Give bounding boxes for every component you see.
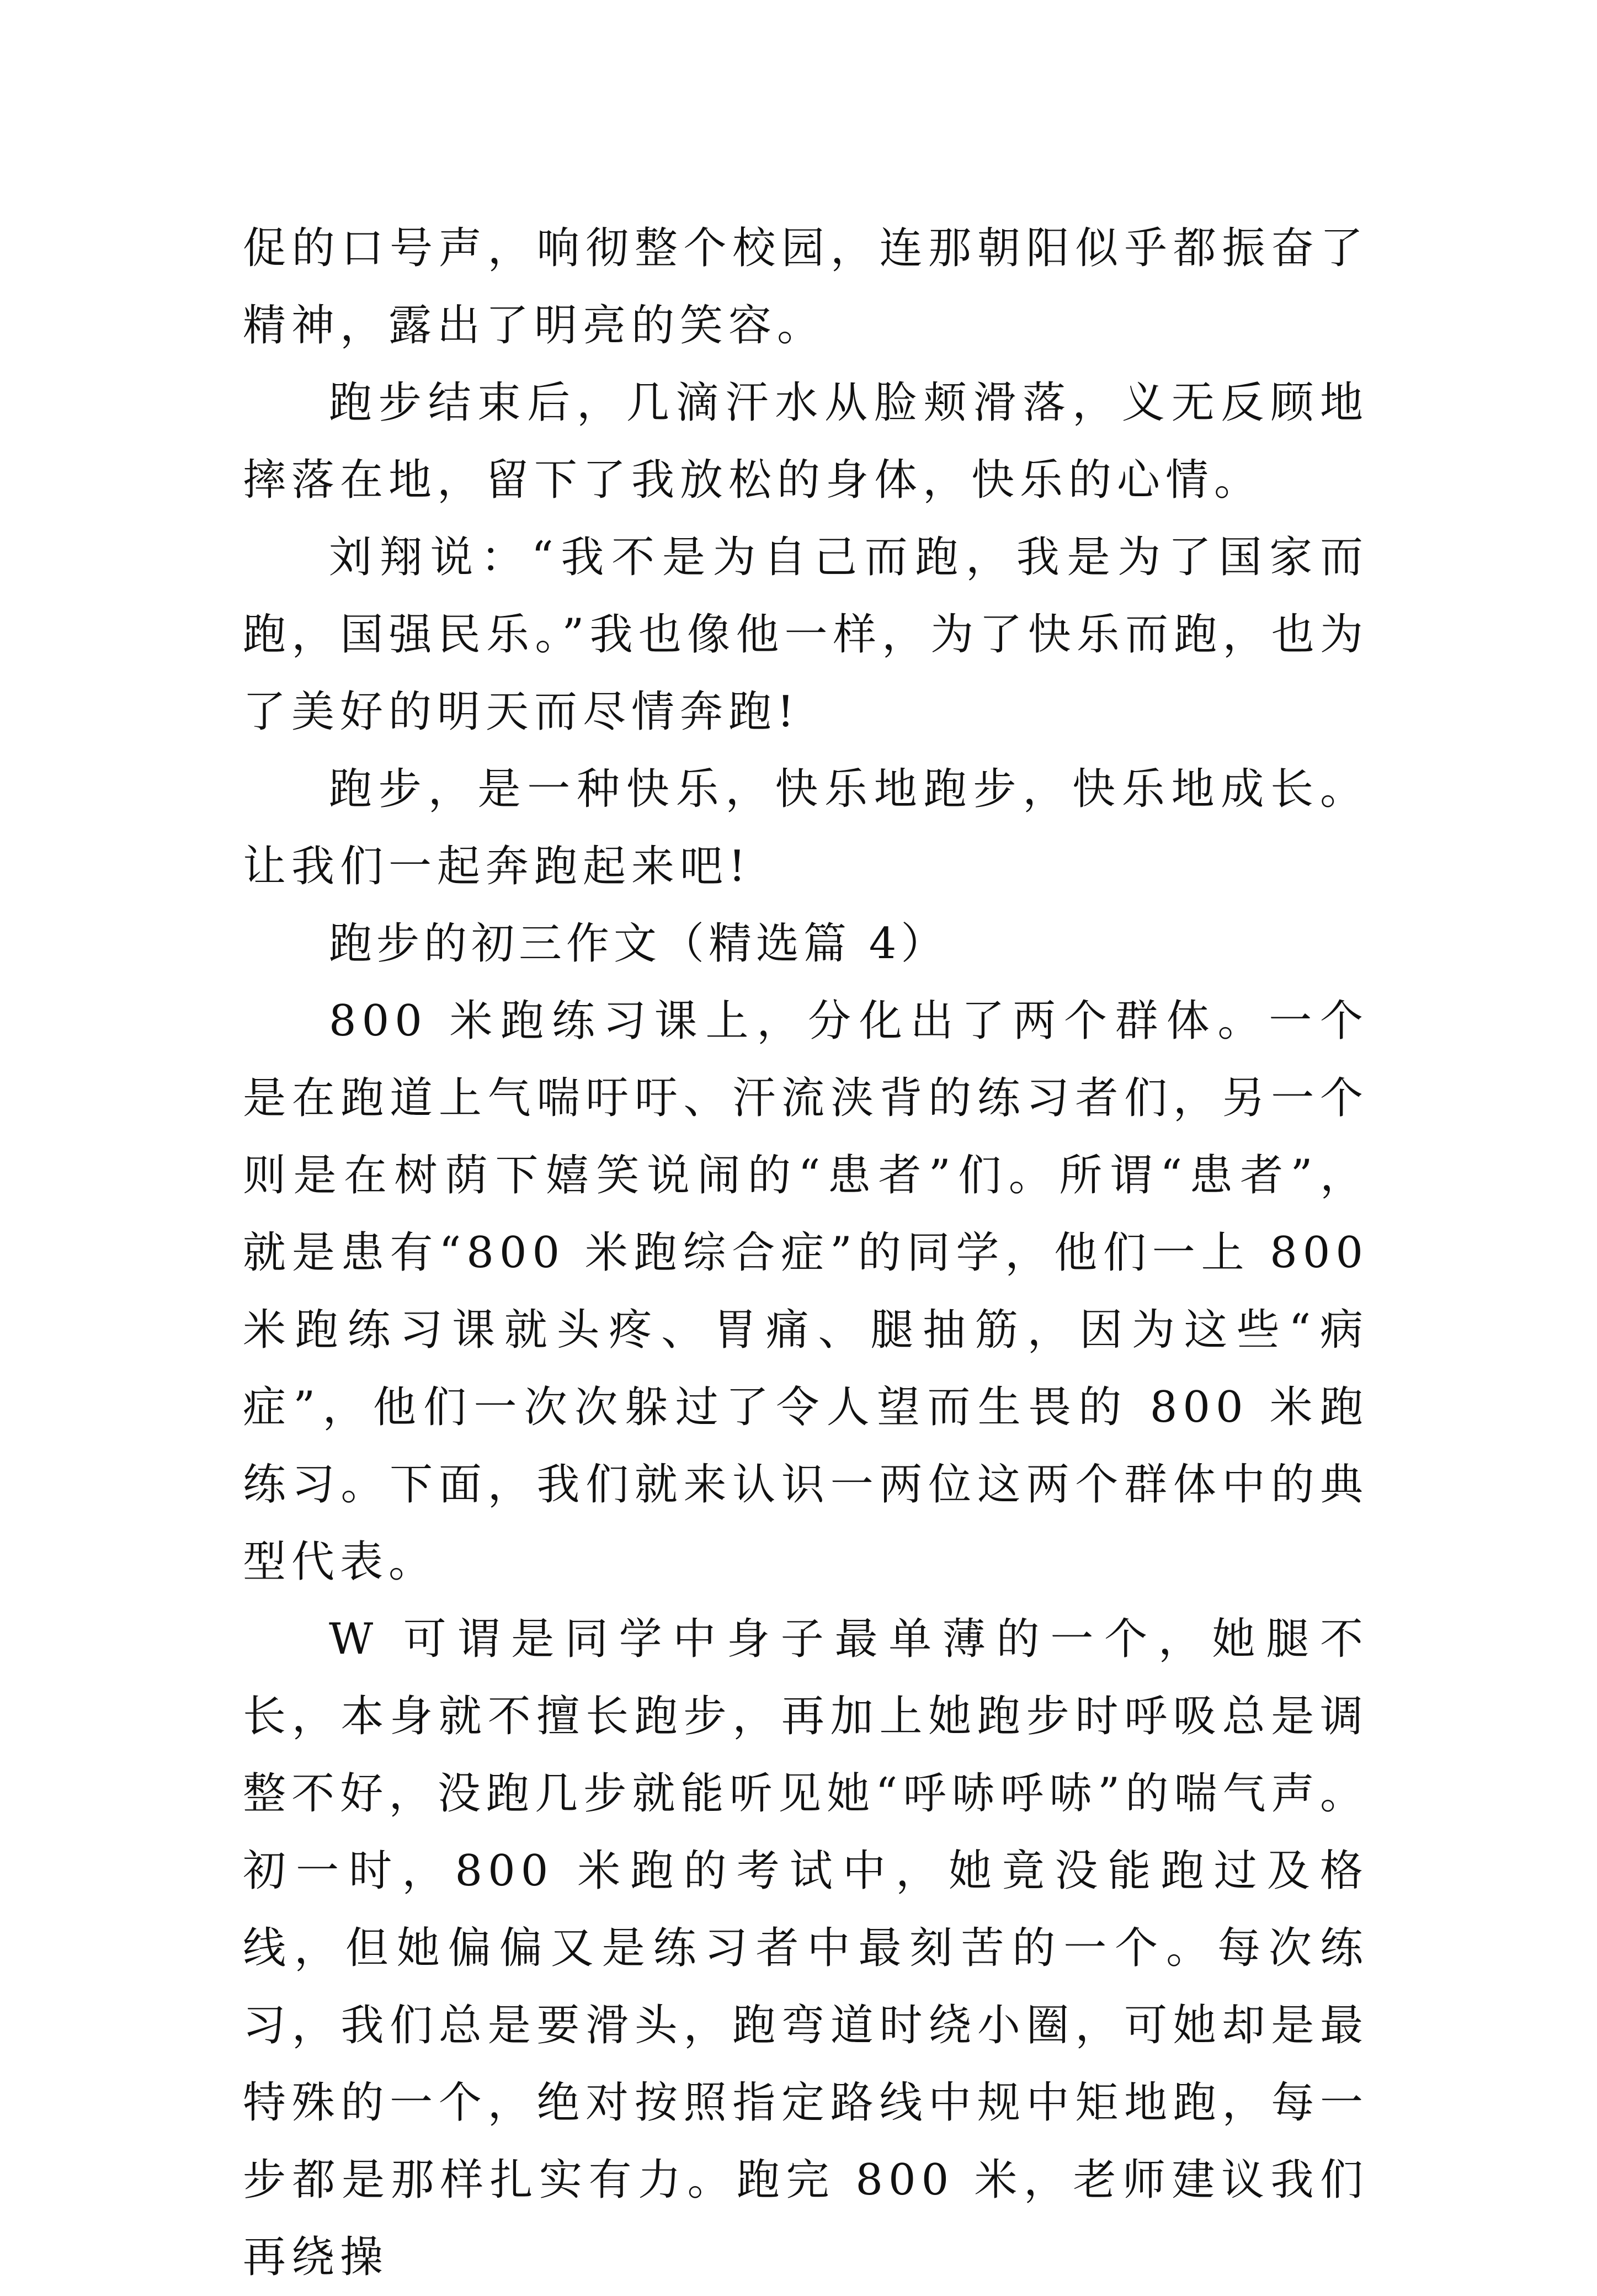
section-heading: 跑步的初三作文（精选篇 4）	[329, 919, 949, 969]
paragraph: W 可谓是同学中身子最单薄的一个，她腿不长，本身就不擅长跑步，再加上她跑步时呼吸总是调整不好，没跑几步就能听见她“呼哧呼哧”的喘气声。初一时，800 米跑的考试中，她竟没能跑过及格线，但她偏偏又是练习者中最刻苦的一个。每次练习，我们总是要滑头，跑弯道时绕小圈，可她却是最特殊的一个，绝对按照指定路线中规中矩地跑，每一步都是那样扎实有力。跑完 800 米，老师建议我们再绕操	[243, 1614, 1369, 2282]
paragraph: 跑步，是一种快乐，快乐地跑步，快乐地成长。让我们一起奔跑起来吧!	[243, 764, 1369, 891]
paragraph: 跑步结束后，几滴汗水从脸颊滑落，义无反顾地摔落在地，留下了我放松的身体，快乐的心情。	[243, 378, 1369, 505]
paragraph: 促的口号声，响彻整个校园，连那朝阳似乎都振奋了精神，露出了明亮的笑容。	[243, 224, 1369, 350]
paragraph: 800 米跑练习课上，分化出了两个群体。一个是在跑道上气喘吁吁、汗流浃背的练习者们，另一个则是在树荫下嬉笑说闹的“患者”们。所谓“患者”，就是患有“800 米跑综合症”的同学，他们一上 800 米跑练习课就头疼、胃痛、腿抽筋，因为这些“病症”，他们一次次躲过了令人望而生畏的 800 米跑练习。下面，我们就来认识一两位这两个群体中的典型代表。	[243, 996, 1369, 1587]
paragraph: 刘翔说：“我不是为自己而跑，我是为了国家而跑，国强民乐。”我也像他一样，为了快乐而跑，也为了美好的明天而尽情奔跑!	[243, 533, 1369, 737]
document-body	[243, 210, 1369, 2296]
